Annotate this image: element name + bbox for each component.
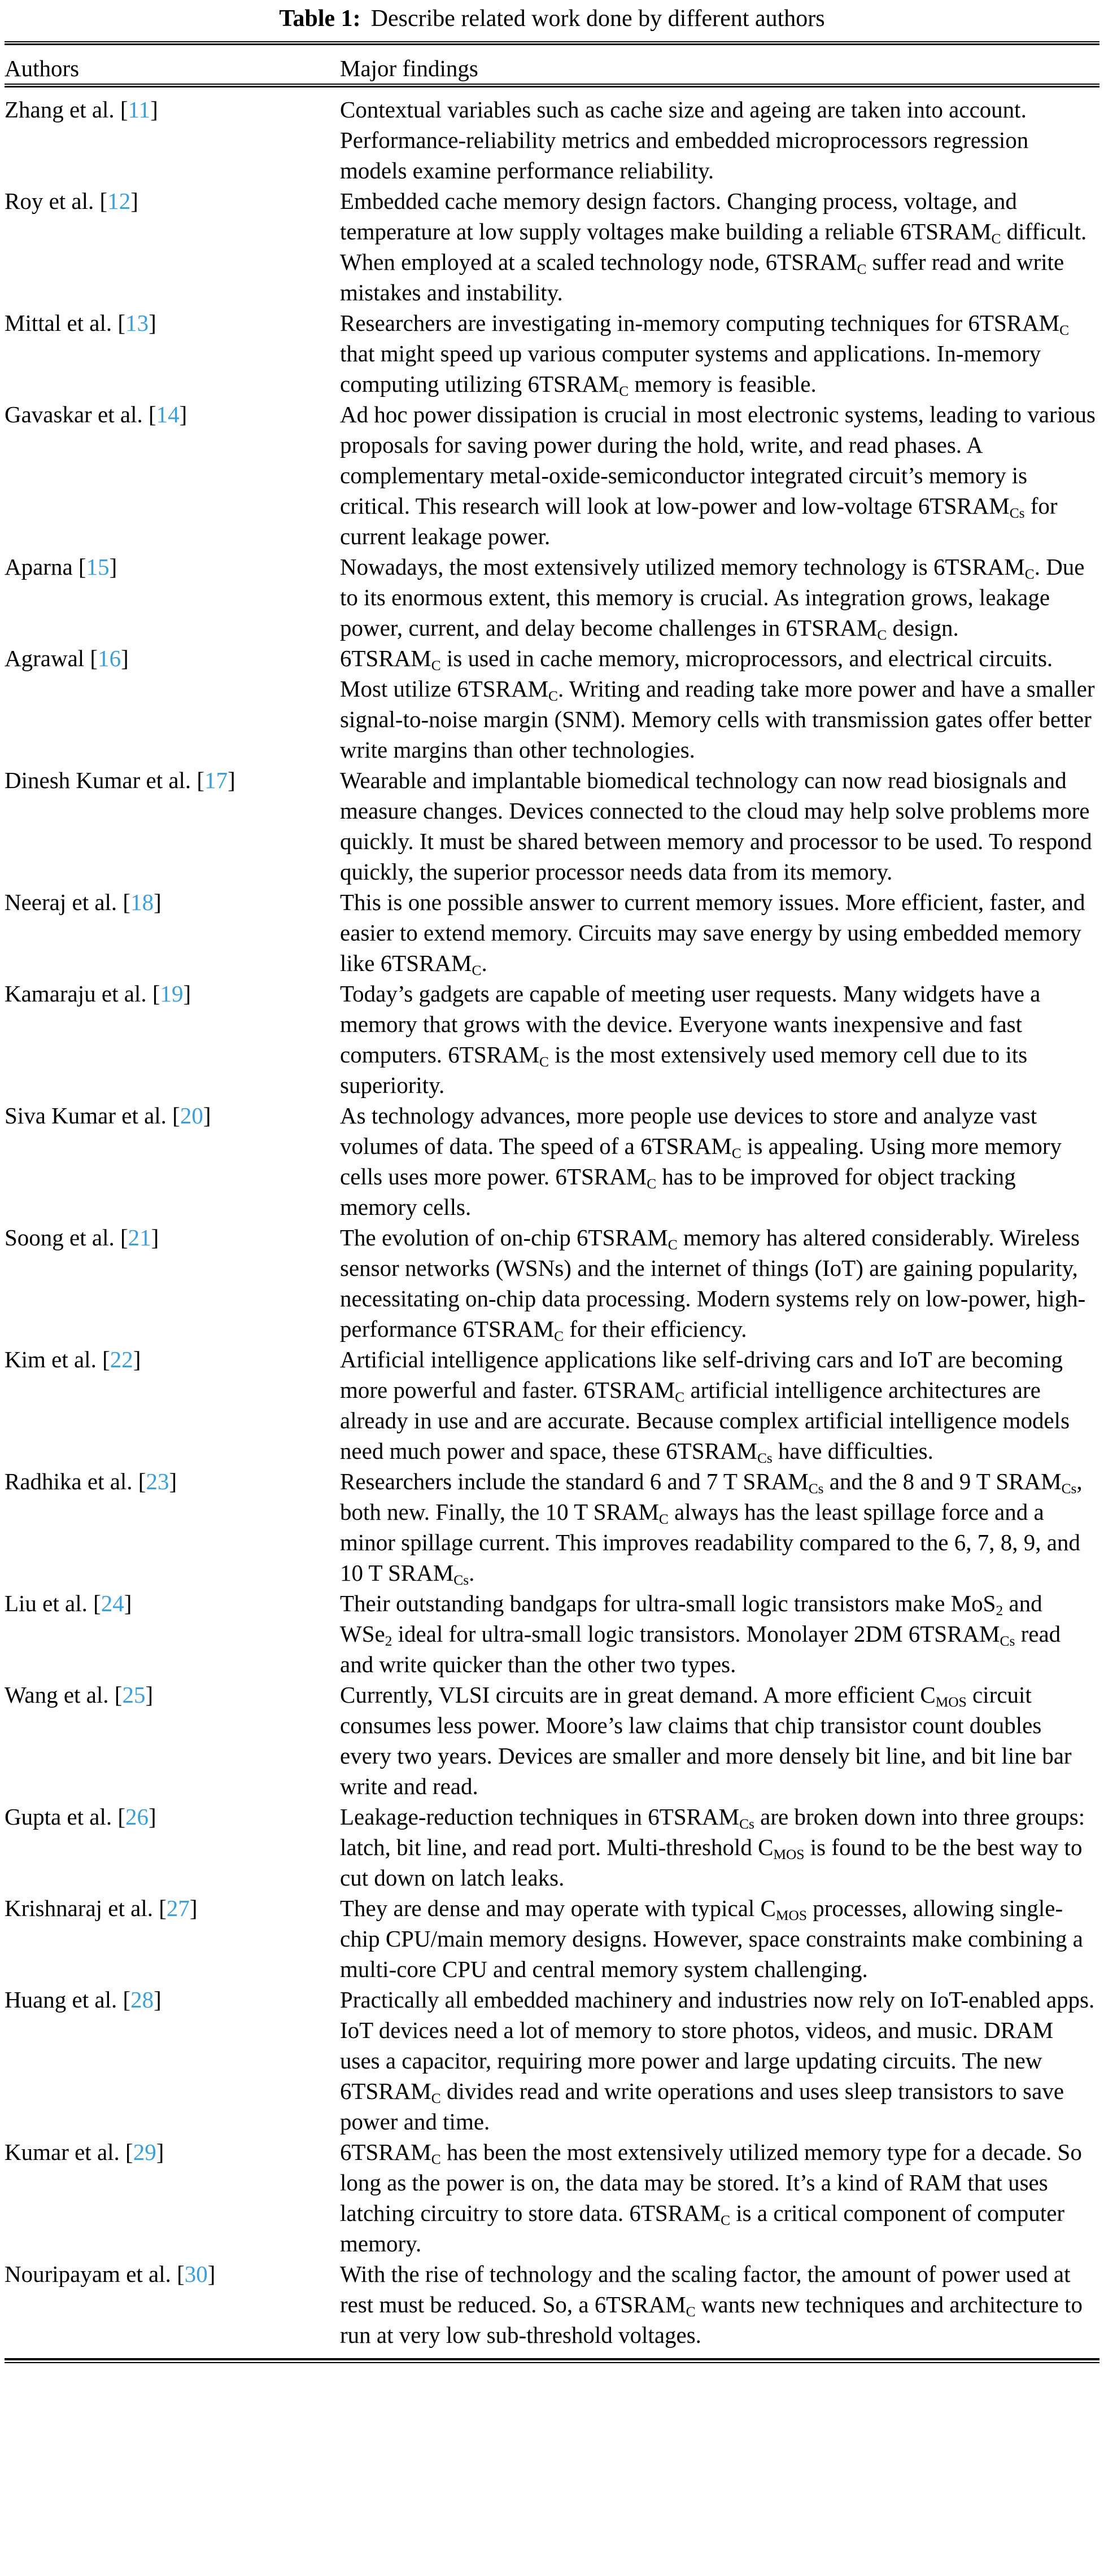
citation-ref[interactable]: 30: [184, 2261, 208, 2287]
citation-ref[interactable]: 27: [166, 1895, 190, 1921]
findings-cell: As technology advances, more people use devices to store and analyze vast volumes of data. The speed of a $6TSRAM_C$ is appealing. Using more memory cells uses more power. $6TSRAM_C$ has to be improved for object tracking memory cells.: [340, 1103, 1062, 1220]
subscript-text: Cs: [1000, 1633, 1015, 1650]
findings-cell: $6TSRAM_C$ has been the most extensively utilized memory type for a decade. So long as the power is on, the data may be stored. It’s a kind of RAM that uses latching circuitry to store data. $6TSRAM_C$ is a critical component of computer memory.: [340, 2139, 1082, 2256]
subscript-text: C: [675, 1389, 685, 1406]
author-cell: Radhika et al. [23]: [5, 1468, 177, 1494]
citation-ref[interactable]: 29: [133, 2139, 156, 2165]
citation-ref[interactable]: 11: [128, 97, 151, 123]
findings-cell: They are dense and may operate with typical $C_{MOS}$ processes, allowing single-chip CPU/main memory designs. However, space constraints make combining a multi-core CPU and central memory system challenging.: [340, 1895, 1083, 1982]
findings-cell: Embedded cache memory design factors. Changing process, voltage, and temperature at low supply voltages make building a reliable $6TSRAM_C$ difficult. When employed at a scaled technology node, $6TSRAM_C$ suffer read and write mistakes and instability.: [340, 188, 1087, 305]
table-row: [5, 1680, 1099, 1801]
findings-cell: Researchers are investigating in-memory computing techniques for $6TSRAM_C$ that might speed up various computer systems and applications. In-memory computing utilizing $6TSRAM_C$ memory is feasible.: [340, 310, 1070, 400]
subscript-text: C: [539, 1054, 549, 1070]
table-row: [5, 94, 1099, 186]
author-cell: Zhang et al. [11]: [5, 97, 158, 123]
table-caption: [5, 0, 1099, 34]
table-row: [5, 2259, 1099, 2350]
findings-cell: Ad hoc power dissipation is crucial in most electronic systems, leading to various proposals for saving power during the hold, write, and read phases. A complementary metal-oxide-semiconductor integrated circuit’s memory is critical. This research will look at low-power and low-voltage $6TSRAM_{Cs}$ for current leakage power.: [340, 401, 1096, 549]
author-cell: Wang et al. [25]: [5, 1682, 154, 1708]
citation-ref[interactable]: 23: [146, 1468, 169, 1494]
table-row: [5, 399, 1099, 552]
citation-ref[interactable]: 14: [156, 401, 180, 427]
table-row: [5, 887, 1099, 978]
subscript-text: C: [658, 1511, 669, 1528]
subscript-text: C: [991, 231, 1001, 247]
findings-cell: This is one possible answer to current memory issues. More efficient, faster, and easier to extend memory. Circuits may save energy by using embedded memory like $6TSRAM_C$.: [340, 889, 1085, 979]
findings-cell: Practically all embedded machinery and industries now rely on IoT-enabled apps. IoT devices need a lot of memory to store photos, videos, and music. DRAM uses a capacitor, requiring more power and large updating circuits. The new $6TSRAM_C$ divides read and write operations and uses sleep transistors to save power and time.: [340, 1987, 1095, 2135]
subscript-text: 2: [996, 1603, 1003, 1619]
findings-cell: Contextual variables such as cache size and ageing are taken into account. Performance-reliability metrics and embedded microprocessors regression models examine performance reliability.: [340, 97, 1029, 183]
author-cell: Kim et al. [22]: [5, 1346, 141, 1372]
subscript-text: C: [431, 2090, 441, 2107]
findings-cell: The evolution of on-chip $6TSRAM_C$ memory has altered considerably. Wireless sensor networks (WSNs) and the internet of things (IoT) are gaining popularity, necessitating on-chip data processing. Modern systems rely on low-power, high-performance $6TSRAM_C$ for their efficiency.: [340, 1224, 1086, 1345]
subscript-text: C: [667, 1237, 678, 1253]
author-cell: Siva Kumar et al. [20]: [5, 1103, 211, 1129]
citation-ref[interactable]: 21: [128, 1224, 151, 1250]
citation-ref[interactable]: 16: [98, 645, 121, 671]
citation-ref[interactable]: 19: [160, 981, 184, 1007]
table-row: [5, 1466, 1099, 1588]
subscript-text: C: [857, 261, 867, 278]
subscript-text: 2: [385, 1633, 392, 1650]
subscript-text: C: [1059, 322, 1070, 339]
author-cell: Aparna [15]: [5, 554, 117, 580]
subscript-text: MOS: [775, 1908, 807, 1924]
subscript-text: C: [554, 1328, 564, 1345]
table-row: [5, 978, 1099, 1100]
table-row: [5, 1588, 1099, 1680]
table-row: [5, 643, 1099, 765]
citation-ref[interactable]: 25: [122, 1682, 146, 1708]
citation-ref[interactable]: 15: [86, 554, 110, 580]
citation-ref[interactable]: 20: [180, 1103, 203, 1129]
table-row: [5, 1344, 1099, 1466]
subscript-text: Cs: [453, 1572, 469, 1589]
subscript-text: Cs: [739, 1816, 754, 1832]
subscript-text: Cs: [808, 1481, 824, 1497]
column-header-authors: Authors: [5, 55, 80, 81]
table-row: [5, 1801, 1099, 1893]
findings-cell: $6TSRAM_C$ is used in cache memory, microprocessors, and electrical circuits. Most utilize $6TSRAM_C$. Writing and reading take more power and have a smaller signal-to-noise margin (SNM). Memory cells with transmission gates offer better write margins than other technologies.: [340, 645, 1095, 763]
table-top-rule: [5, 41, 1099, 45]
table-row: [5, 308, 1099, 399]
author-cell: Roy et al. [12]: [5, 188, 138, 214]
author-cell: Gavaskar et al. [14]: [5, 401, 187, 427]
table-bottom-rule: [5, 2358, 1099, 2363]
subscript-text: C: [877, 627, 887, 644]
citation-ref[interactable]: 24: [101, 1590, 124, 1616]
table-row: [5, 765, 1099, 887]
author-cell: Gupta et al. [26]: [5, 1804, 156, 1830]
table-header-rule: [5, 84, 1099, 88]
subscript-text: C: [731, 1145, 741, 1162]
subscript-text: C: [431, 658, 441, 674]
subscript-text: C: [472, 963, 482, 979]
table-body: [5, 88, 1099, 2358]
subscript-text: C: [619, 383, 629, 400]
table-row: [5, 1100, 1099, 1222]
author-cell: Kamaraju et al. [19]: [5, 981, 191, 1007]
table-caption-label: Table 1:: [279, 6, 361, 32]
findings-cell: Nowadays, the most extensively utilized memory technology is $6TSRAM_C$. Due to its enormous extent, this memory is crucial. As integration grows, leakage power, current, and delay become challenges in $6TSRAM_C$ design.: [340, 554, 1085, 644]
subscript-text: Cs: [1009, 505, 1025, 522]
findings-cell: With the rise of technology and the scaling factor, the amount of power used at rest must be reduced. So, a $6TSRAM_C$ wants new techniques and architecture to run at very low sub-threshold voltages.: [340, 2261, 1083, 2348]
author-cell: Nouripayam et al. [30]: [5, 2261, 216, 2287]
table-caption-text: Describe related work done by different authors: [370, 6, 825, 32]
citation-ref[interactable]: 22: [110, 1346, 133, 1372]
subscript-text: MOS: [935, 1694, 967, 1711]
subscript-text: Cs: [1061, 1481, 1077, 1497]
table-row: [5, 552, 1099, 643]
subscript-text: Cs: [757, 1450, 773, 1467]
subscript-text: C: [721, 2212, 731, 2229]
author-cell: Liu et al. [24]: [5, 1590, 132, 1616]
table-row: [5, 1222, 1099, 1344]
findings-cell: Today’s gadgets are capable of meeting user requests. Many widgets have a memory that grows with the device. Everyone wants inexpensive and fast computers. $6TSRAM_C$ is the most extensively used memory cell due to its superiority.: [340, 981, 1041, 1098]
citation-ref[interactable]: 18: [130, 889, 154, 915]
table-row: [5, 2137, 1099, 2259]
subscript-text: C: [686, 2304, 696, 2320]
author-cell: Huang et al. [28]: [5, 1987, 162, 2013]
table-header-row: [5, 45, 1099, 84]
subscript-text: C: [647, 1176, 657, 1192]
table-row: [5, 1984, 1099, 2137]
author-cell: Kumar et al. [29]: [5, 2139, 164, 2165]
citation-ref[interactable]: 13: [125, 310, 149, 336]
author-cell: Agrawal [16]: [5, 645, 129, 671]
citation-ref[interactable]: 28: [130, 1987, 154, 2013]
subscript-text: MOS: [773, 1847, 805, 1863]
citation-ref[interactable]: 17: [204, 767, 228, 793]
column-header-major-findings: Major findings: [340, 55, 478, 81]
subscript-text: C: [548, 688, 558, 705]
findings-cell: Wearable and implantable biomedical technology can now read biosignals and measure changes. Devices connected to the cloud may help solve problems more quickly. It must be shared between memory and processor to be used. To respond quickly, the superior processor needs data from its memory.: [340, 767, 1092, 885]
subscript-text: C: [431, 2151, 441, 2168]
citation-ref[interactable]: 26: [125, 1804, 149, 1830]
author-cell: Dinesh Kumar et al. [17]: [5, 767, 235, 793]
table-row: [5, 1893, 1099, 1984]
citation-ref[interactable]: 12: [107, 188, 131, 214]
author-cell: Neeraj et al. [18]: [5, 889, 162, 915]
findings-cell: Artificial intelligence applications like self-driving cars and IoT are becoming more powerful and faster. $6TSRAM_C$ artificial intelligence architectures are already in use and are accurate. Because complex artificial intelligence models need much power and space, these $6TSRAM_{Cs}$ have difficulties.: [340, 1346, 1070, 1467]
subscript-text: C: [1024, 566, 1035, 583]
findings-cell: Leakage-reduction techniques in $6TSRAM_{Cs}$ are broken down into three groups: latch, bit line, and read port. Multi-threshold $C_{MOS}$ is found to be the best way to cut down on latch leaks.: [340, 1804, 1085, 1891]
findings-cell: Currently, VLSI circuits are in great demand. A more efficient $C_{MOS}$ circuit consumes less power. Moore’s law claims that chip transistor count doubles every two years. Devices are smaller and more densely bit line, and bit line bar write and read.: [340, 1682, 1072, 1799]
findings-cell: Their outstanding bandgaps for ultra-small logic transistors make MoS$_2$ and WSe$_2$ ideal for ultra-small logic transistors. Monolayer 2DM $6TSRAM_{Cs}$ read and write quicker than the other two types.: [340, 1590, 1061, 1677]
table-row: [5, 186, 1099, 308]
findings-cell: Researchers include the standard 6 and 7 T $SRAM_{Cs}$ and the 8 and 9 T $SRAM_{Cs}$, both new. Finally, the 10 T $SRAM_C$ always has the least spillage force and a minor spillage current. This improves readability compared to the 6, 7, 8, 9, and 10 T $SRAM_{Cs}$.: [340, 1468, 1083, 1589]
author-cell: Soong et al. [21]: [5, 1224, 159, 1250]
author-cell: Krishnaraj et al. [27]: [5, 1895, 198, 1921]
author-cell: Mittal et al. [13]: [5, 310, 156, 336]
